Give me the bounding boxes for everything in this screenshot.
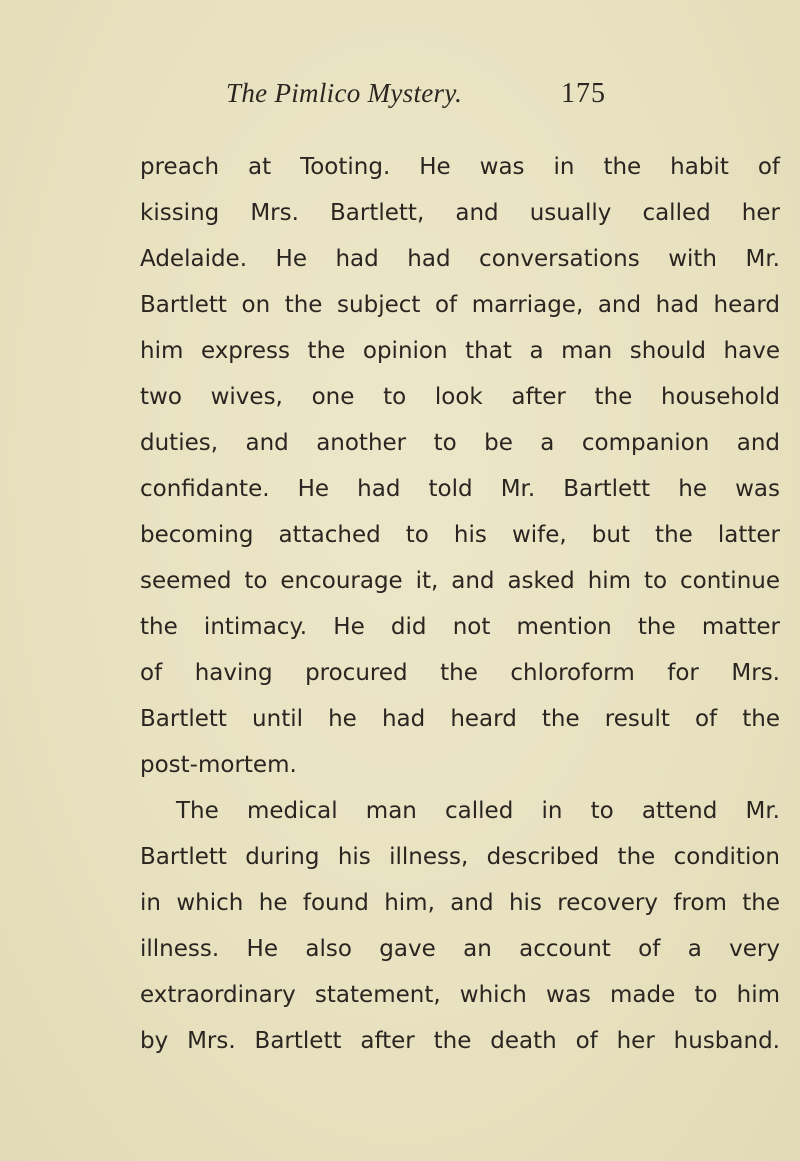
running-title: The Pimlico Mystery. — [226, 78, 463, 108]
paragraph-first-line: The medical man called in to attend Mr. — [176, 798, 780, 824]
text-line: by Mrs. Bartlett after the death of her husband. — [140, 1028, 780, 1054]
body-text — [140, 144, 780, 1064]
text-line: preach at Tooting. He was in the habit of — [140, 154, 780, 180]
text-line: extraordinary statement, which was made to him — [140, 982, 780, 1008]
text-line: Adelaide. He had had conversations with Mr. — [140, 246, 780, 272]
text-line: two wives, one to look after the household — [140, 384, 780, 410]
text-line: seemed to encourage it, and asked him to continue — [140, 568, 780, 594]
text-line: Bartlett during his illness, described the condition — [140, 844, 780, 870]
text-line: illness. He also gave an account of a very — [140, 936, 780, 962]
text-line: duties, and another to be a companion and — [140, 430, 780, 456]
text-line: the intimacy. He did not mention the matter — [140, 614, 780, 640]
text-line: Bartlett on the subject of marriage, and had heard — [140, 292, 780, 318]
text-line: of having procured the chloroform for Mrs. — [140, 660, 780, 686]
text-line: kissing Mrs. Bartlett, and usually called her — [140, 200, 780, 226]
text-line: him express the opinion that a man should have — [140, 338, 780, 364]
text-line: post-mortem. — [140, 752, 297, 778]
text-line: Bartlett until he had heard the result of the — [140, 706, 780, 732]
text-line: becoming attached to his wife, but the latter — [140, 522, 780, 548]
page-number: 175 — [561, 78, 606, 109]
running-head — [226, 78, 606, 118]
text-line: in which he found him, and his recovery from the — [140, 890, 780, 916]
text-line: confidante. He had told Mr. Bartlett he was — [140, 476, 780, 502]
